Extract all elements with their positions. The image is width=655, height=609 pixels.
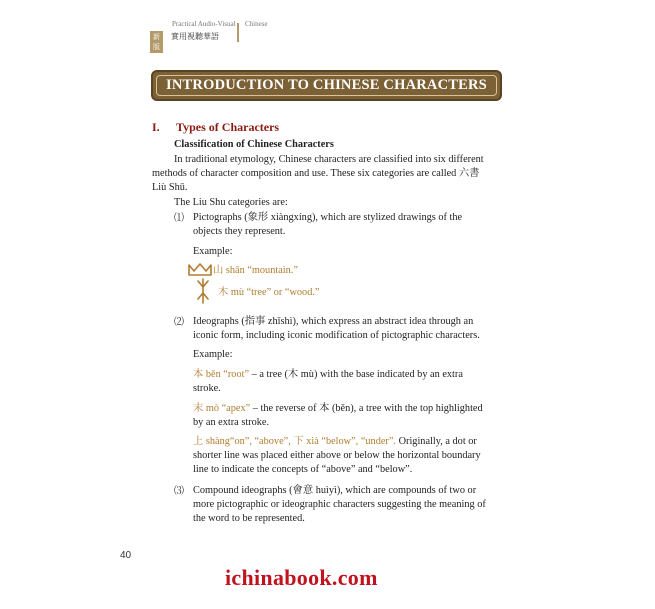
- list-item-text: Pictographs (象形 xiàngxíng), which are stylized drawings of the: [193, 212, 463, 223]
- header-book-title: 實用視聽華語: [171, 32, 219, 41]
- example-desc: line to indicate the concepts of “above” and “below”.: [193, 464, 413, 475]
- subheading: Classification of Chinese Characters: [174, 139, 334, 150]
- example-tree: 木 mù “tree” or “wood.”: [218, 287, 320, 298]
- intro-line: Liù Shū.: [152, 182, 188, 193]
- example-label: Example:: [193, 246, 233, 257]
- example-ben: [193, 368, 463, 381]
- example-highlight: 末 mò “apex”: [193, 403, 251, 414]
- chapter-title: INTRODUCTION TO CHINESE CHARACTERS: [166, 77, 487, 93]
- list-item-text: Ideographs (指事 zhǐshì), which express an abstract idea through an: [193, 316, 474, 327]
- tree-pictograph-icon: [196, 278, 210, 304]
- list-item-text: more pictographic or ideographic characters suggesting the meaning of: [193, 499, 486, 510]
- list-marker: ⑴: [174, 213, 184, 224]
- example-highlight: 本 běn “root”: [193, 369, 250, 380]
- example-desc: – the reverse of 本 (běn), a tree with the top highlighted: [250, 403, 483, 414]
- example-mo: [193, 402, 483, 415]
- header-divider: [237, 23, 239, 42]
- header-badge: 新版: [150, 31, 163, 53]
- example-desc: by an extra stroke.: [193, 417, 270, 428]
- categories-intro: The Liu Shu categories are:: [174, 197, 288, 208]
- intro-line: methods of character composition and use. These six categories are called 六書: [152, 168, 480, 179]
- list-marker: ⑵: [174, 317, 184, 328]
- example-shang-xia: [193, 435, 477, 448]
- example-highlight: 上 shàng“on”, “above”, 下 xià “below”, “under”.: [193, 436, 396, 447]
- list-item-text: the word to be represented.: [193, 513, 305, 524]
- example-mountain: 山 shān “mountain.”: [213, 265, 298, 276]
- list-item-text: objects they represent.: [193, 226, 286, 237]
- example-desc: stroke.: [193, 383, 221, 394]
- list-item-text: iconic form, including iconic modification of pictographic characters.: [193, 330, 480, 341]
- intro-line: In traditional etymology, Chinese characters are classified into six different: [174, 154, 484, 165]
- header-series-name: Practical Audio-Visual: [172, 20, 236, 28]
- list-marker: ⑶: [174, 486, 184, 497]
- example-label: Example:: [193, 349, 233, 360]
- example-desc: Originally, a dot or: [396, 436, 477, 447]
- list-item-text: Compound ideographs (會意 huìyì), which are compounds of two or: [193, 485, 477, 496]
- example-desc: – a tree (木 mù) with the base indicated by an extra: [249, 369, 463, 380]
- section-title: Types of Characters: [176, 120, 280, 134]
- page-number: 40: [120, 550, 132, 561]
- header-chinese-label: Chinese: [245, 20, 268, 28]
- example-desc: shorter line was placed either above or below the horizontal boundary: [193, 450, 481, 461]
- section-number: I.: [152, 120, 160, 134]
- chapter-banner: [151, 70, 502, 101]
- mountain-pictograph-icon: [188, 263, 212, 277]
- watermark-link[interactable]: ichinabook.com: [225, 565, 378, 590]
